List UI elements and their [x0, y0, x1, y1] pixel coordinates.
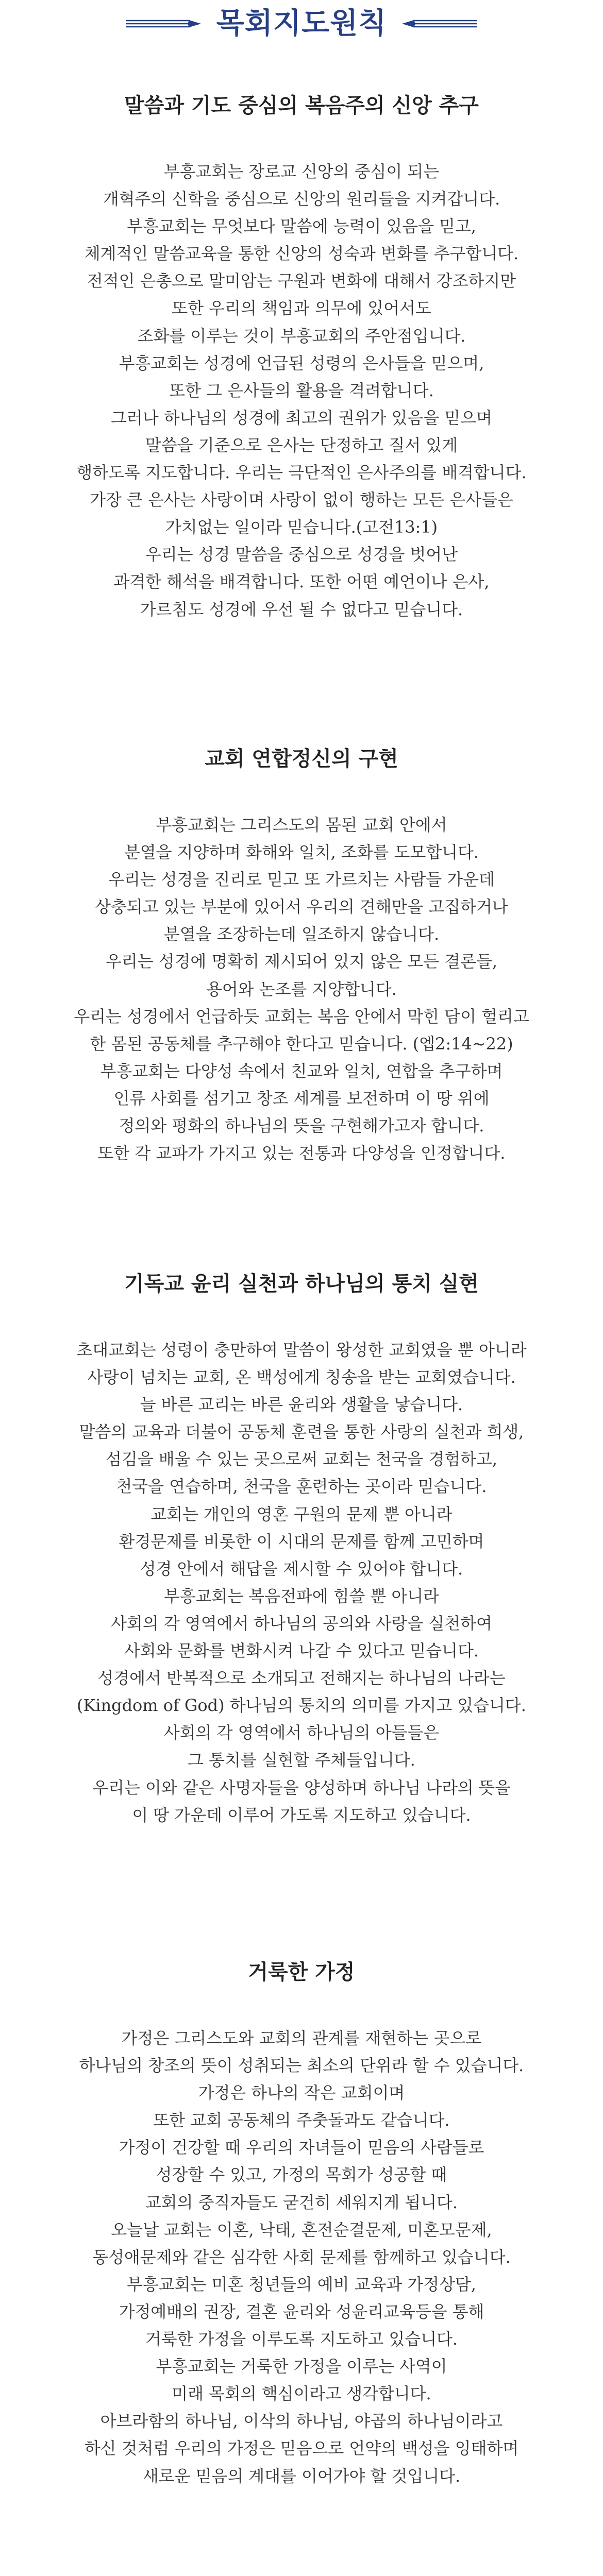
body-text-line: 하나님의 창조의 뜻이 성취되는 최소의 단위라 할 수 있습니다.	[79, 2056, 524, 2076]
body-text-line: 가르침도 성경에 우선 될 수 없다고 믿습니다.	[140, 599, 463, 619]
body-text-line: 우리는 성경 말씀을 중심으로 성경을 벗어난	[145, 545, 458, 565]
body-text-line: 개혁주의 신학을 중심으로 신앙의 원리들을 지켜갑니다.	[103, 189, 500, 209]
body-text-line: 체계적인 말씀교육을 통한 신앙의 성숙과 변화를 추구합니다.	[84, 244, 519, 264]
body-text-line: 환경문제를 비롯한 이 시대의 문제를 함께 고민하며	[119, 1531, 484, 1551]
body-text-line: 말씀의 교육과 더불어 공동체 훈련을 통한 사랑의 실천과 희생,	[79, 1422, 524, 1442]
body-text-line: 사회의 각 영역에서 하나님의 아들들은	[163, 1723, 440, 1743]
body-text-line: 우리는 성경에서 언급하듯 교회는 복음 안에서 막힌 담이 헐리고	[74, 1006, 529, 1026]
body-text-line: 부흥교회는 그리스도의 몸된 교회 안에서	[156, 815, 447, 835]
body-text-line: 또한 교회 공동체의 주춧돌과도 같습니다.	[153, 2110, 450, 2130]
body-text-line: 우리는 이와 같은 사명자들을 양성하며 하나님 나라의 뜻을	[92, 1777, 511, 1798]
body-text-line: 우리는 성경에 명확히 제시되어 있지 않은 모든 결론들,	[106, 952, 497, 972]
body-text-line: 가치없는 일이라 믿습니다.(고전13:1)	[165, 517, 438, 537]
body-text-line: 가장 큰 은사는 사랑이며 사랑이 없이 행하는 모든 은사들은	[90, 490, 513, 510]
section-gospel-faith	[0, 93, 603, 623]
body-text-line: 과격한 해석을 배격합니다. 또한 어떤 예언이나 은사,	[113, 572, 490, 592]
body-text-line: 가정예배의 권장, 결혼 윤리와 성윤리교육등을 통해	[119, 2301, 484, 2321]
body-text-line: 아브라함의 하나님, 이삭의 하나님, 야곱의 하나님이라고	[100, 2411, 503, 2431]
body-text-line: 사랑이 넘치는 교회, 온 백성에게 칭송을 받는 교회였습니다.	[87, 1367, 516, 1387]
body-text-line: 늘 바른 교리는 바른 윤리와 생활을 낳습니다.	[140, 1395, 463, 1415]
body-text-line: 상충되고 있는 부분에 있어서 우리의 견해만을 고집하거나	[95, 897, 508, 917]
body-text-line: 사회와 문화를 변화시켜 나갈 수 있다고 믿습니다.	[124, 1641, 479, 1661]
body-text-line: 부흥교회는 무엇보다 말씀에 능력이 있음을 믿고,	[127, 216, 476, 236]
body-text-line: 그러나 하나님의 성경에 최고의 권위가 있음을 믿으며	[111, 408, 492, 428]
body-text-line: 성장할 수 있고, 가정의 목회가 성공할 때	[156, 2165, 447, 2185]
body-text-line: 행하도록 지도합니다. 우리는 극단적인 은사주의를 배격합니다.	[76, 463, 527, 483]
body-text-line: 가정이 건강할 때 우리의 자녀들이 믿음의 사람들로	[119, 2138, 484, 2158]
body-text-line: 사회의 각 영역에서 하나님의 공의와 사랑을 실천하여	[111, 1613, 492, 1633]
section-holy-family	[0, 1960, 603, 2490]
section-title: 거룩한 가정	[248, 1960, 355, 1984]
body-text-line: 이 땅 가운데 이루어 가도록 지도하고 있습니다.	[132, 1805, 471, 1825]
body-text-line: 또한 그 은사들의 활용을 격려합니다.	[169, 380, 434, 400]
body-text-line: 부흥교회는 성경에 언급된 성령의 은사들을 믿으며,	[119, 353, 484, 373]
body-text-line: 분열을 지양하며 화해와 일치, 조화를 도모합니다.	[124, 842, 479, 862]
body-text-line: 초대교회는 성령이 충만하여 말씀이 왕성한 교회였을 뿐 아니라	[76, 1340, 527, 1360]
section-christian-ethics	[0, 1272, 603, 1829]
body-text-line: 부흥교회는 복음전파에 힘쓸 뿐 아니라	[163, 1586, 440, 1606]
body-text-line: 가정은 하나의 작은 교회이며	[198, 2083, 405, 2103]
body-text-line: 부흥교회는 다양성 속에서 친교와 일치, 연합을 추구하며	[100, 1061, 503, 1081]
body-text-line: 동성애문제와 같은 심각한 사회 문제를 함께하고 있습니다.	[92, 2247, 511, 2267]
body-text-line: 조화를 이루는 것이 부흥교회의 주안점입니다.	[137, 326, 466, 346]
right-title-ornament-icon	[400, 18, 477, 30]
body-text-line: 거룩한 가정을 이루도록 지도하고 있습니다.	[145, 2329, 458, 2349]
body-text-line: 하신 것처럼 우리의 가정은 믿음으로 언약의 백성을 잉태하며	[84, 2438, 519, 2459]
body-text-line: 부흥교회는 장로교 신앙의 중심이 되는	[163, 162, 440, 181]
body-text-line: 정의와 평화의 하나님의 뜻을 구현해가고자 합니다.	[119, 1116, 484, 1136]
section-body	[0, 811, 603, 1167]
body-text-line: 미래 목회의 핵심이라고 생각합니다.	[172, 2384, 431, 2404]
body-text-line: 성경에서 반복적으로 소개되고 전해지는 하나님의 나라는	[97, 1668, 506, 1688]
body-text-line: 또한 우리의 책임과 의무에 있어서도	[172, 298, 431, 318]
section-body	[0, 2025, 603, 2490]
section-title: 말씀과 기도 중심의 복음주의 신앙 추구	[124, 94, 479, 117]
page-header	[0, 0, 603, 47]
body-text-line: 오늘날 교회는 이혼, 낙태, 혼전순결문제, 미혼모문제,	[111, 2219, 492, 2240]
section-title: 교회 연합정신의 구현	[205, 747, 398, 771]
section-body	[0, 1336, 603, 1829]
body-text-line: 부흥교회는 미혼 청년들의 예비 교육과 가정상담,	[127, 2274, 476, 2294]
body-text-line: (Kingdom of God) 하나님의 통치의 의미를 가지고 있습니다.	[77, 1696, 526, 1716]
body-text-line: 말씀을 기준으로 은사는 단정하고 질서 있게	[145, 435, 458, 455]
body-text-line: 가정은 그리스도와 교회의 관계를 재현하는 곳으로	[121, 2028, 482, 2048]
body-text-line: 분열을 조장하는데 일조하지 않습니다.	[163, 924, 440, 944]
body-text-line: 새로운 믿음의 계대를 이어가야 할 것입니다.	[142, 2466, 461, 2486]
section-title: 기독교 윤리 실천과 하나님의 통치 실현	[124, 1272, 479, 1296]
body-text-line: 그 통치를 실현할 주체들입니다.	[188, 1750, 415, 1770]
body-text-line: 천국을 연습하며, 천국을 훈련하는 곳이라 믿습니다.	[116, 1477, 487, 1497]
page-title: 목회지도원칙	[216, 7, 387, 40]
body-text-line: 우리는 성경을 진리로 믿고 또 가르치는 사람들 가운데	[108, 870, 495, 890]
body-text-line: 성경 안에서 해답을 제시할 수 있어야 합니다.	[140, 1558, 463, 1579]
body-text-line: 부흥교회는 거룩한 가정을 이루는 사역이	[156, 2357, 447, 2377]
section-church-unity	[0, 747, 603, 1167]
left-title-ornament-icon	[126, 18, 203, 30]
body-text-line: 교회는 개인의 영혼 구원의 문제 뿐 아니라	[150, 1504, 453, 1524]
body-text-line: 섬김을 배울 수 있는 곳으로써 교회는 천국을 경험하고,	[106, 1449, 497, 1469]
body-text-line: 또한 각 교파가 가지고 있는 전통과 다양성을 인정합니다.	[97, 1143, 506, 1163]
body-text-line: 인류 사회를 섬기고 창조 세계를 보전하며 이 땅 위에	[113, 1088, 490, 1108]
body-text-line: 한 몸된 공동체를 추구해야 한다고 믿습니다. (엡2:14~22)	[90, 1033, 513, 1054]
body-text-line: 교회의 중직자들도 굳건히 세워지게 됩니다.	[145, 2192, 458, 2212]
section-body	[0, 158, 603, 623]
body-text-line: 용어와 논조를 지양합니다.	[206, 979, 397, 999]
body-text-line: 전적인 은총으로 말미암는 구원과 변화에 대해서 강조하지만	[87, 271, 516, 291]
